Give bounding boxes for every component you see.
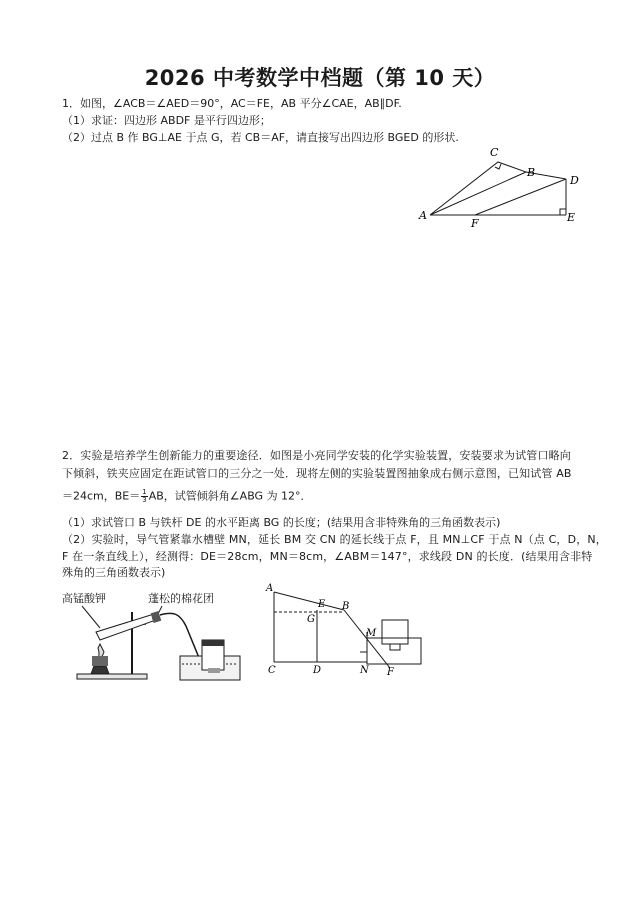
cotton-ball-label: 蓬松的棉花团 (148, 592, 214, 605)
one-third-fraction (141, 489, 147, 504)
q2-label-n: N (360, 665, 369, 676)
q2-part2-line1: （2）实验时，导气管紧靠水槽壁 MN，延长 BM 交 CN 的延长线于点 F，且 MN⊥CF 于点 N（点 C，D，N， (62, 533, 607, 546)
q2-line3-start: ＝24cm，BE＝ (62, 489, 141, 503)
q2-label-d: D (313, 665, 322, 676)
fraction-denominator: 3 (142, 496, 147, 504)
q2-part2-line2: F 在一条直线上），经测得：DE＝28cm，MN＝8cm，∠ABM＝147°，求线段 DN 的长度．(结果用含非特 (62, 550, 593, 563)
q2-part1: （1）求试管口 B 与铁杆 DE 的水平距离 BG 的长度；(结果用含非特殊角的三角函数表示) (62, 516, 501, 529)
q2-label-f: F (387, 667, 394, 678)
q1-label-a: A (419, 209, 427, 222)
q1-label-e: E (567, 211, 576, 224)
q1-part1: （1）求证：四边形 ABDF 是平行四边形； (62, 114, 271, 127)
q2-line3-end: AB，试管倾斜角∠ABG 为 12°． (148, 489, 312, 503)
q2-label-g: G (307, 614, 315, 625)
q1-label-b: B (527, 166, 536, 179)
q2-label-m: M (366, 628, 377, 639)
q2-label-c: C (268, 665, 276, 676)
q2-label-b: B (342, 601, 350, 612)
q2-statement-line2: 下倾斜，铁夹应固定在距试管口的三分之一处．现将左侧的实验装置图抽象成右侧示意图，已知试管 AB (62, 467, 572, 480)
q2-label-a: A (266, 583, 274, 594)
q1-label-c: C (490, 146, 499, 159)
potassium-permanganate-label: 高锰酸钾 (62, 592, 106, 605)
q1-part2: （2）过点 B 作 BG⊥AE 于点 G，若 CB＝AF，请直接写出四边形 BGED 的形状. (62, 131, 459, 144)
q2-statement-line3 (62, 489, 312, 504)
q1-label-d: D (570, 174, 579, 187)
q1-label-f: F (471, 217, 479, 230)
page-title: 2026 中考数学中档题（第 10 天） (144, 66, 496, 90)
q2-statement-line1: 2．实验是培养学生创新能力的重要途径．如图是小亮同学安装的化学实验装置，安装要求为试管口略向 (62, 449, 571, 462)
lab-apparatus-drawing (62, 604, 247, 684)
q1-statement: 1．如图，∠ACB＝∠AED＝90°，AC＝FE，AB 平分∠CAE，AB∥DF. (62, 97, 402, 110)
q2-label-e: E (318, 599, 326, 610)
q2-part2-line3: 殊角的三角函数表示) (62, 566, 166, 579)
q2-schematic-figure (262, 580, 437, 680)
q1-figure (410, 140, 590, 232)
fraction-numerator: 1 (142, 488, 147, 496)
